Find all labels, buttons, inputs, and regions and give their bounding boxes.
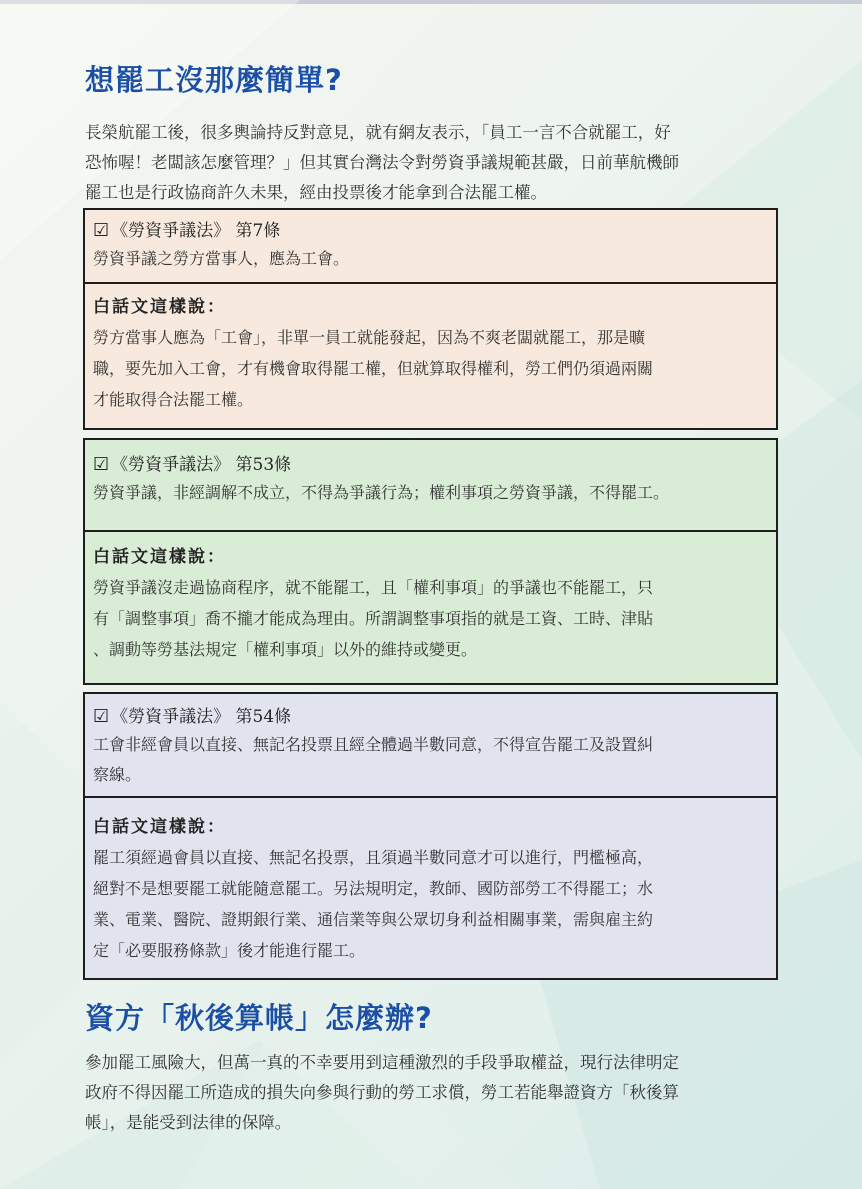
intro-line: 恐怖喔！老闆該怎麼管理？」但其實台灣法令對勞資爭議規範甚嚴，日前華航機師 <box>85 153 679 172</box>
explain-line: 定「必要服務條款」後才能進行罷工。 <box>93 941 366 960</box>
explain-title: 白話文這樣說： <box>93 547 226 567</box>
law-title-text: 《勞資爭議法》 第7條 <box>111 221 281 241</box>
law-title-text: 《勞資爭議法》 第54條 <box>111 707 292 727</box>
law-text <box>93 478 768 508</box>
law-box-article-54 <box>83 692 778 980</box>
law-section <box>85 210 776 284</box>
explain-line: 勞方當事人應為「工會」，非單一員工就能發起，因為不爽老闆就罷工，那是曠 <box>93 328 646 347</box>
intro-line: 長榮航罷工後，很多輿論持反對意見，就有網友表示，「員工一言不合就罷工，好 <box>85 123 671 142</box>
section1-intro <box>85 118 790 208</box>
law-box-article-53 <box>83 438 778 685</box>
law-title-text: 《勞資爭議法》 第53條 <box>111 455 292 475</box>
law-title <box>93 452 768 478</box>
law-text <box>93 244 768 274</box>
explain-section <box>85 284 776 415</box>
explain-text <box>93 322 768 415</box>
law-line: 工會非經會員以直接、無記名投票且經全體過半數同意，不得宣告罷工及設置糾 <box>93 735 654 754</box>
explain-text <box>93 572 768 665</box>
law-section <box>85 694 776 798</box>
law-title <box>93 704 768 730</box>
checkbox-icon: ☑ <box>93 220 110 241</box>
explain-line: 絕對不是想要罷工就能隨意罷工。另法規明定，教師、國防部勞工不得罷工；水 <box>93 879 654 898</box>
intro-line: 罷工也是行政協商許久未果，經由投票後才能拿到合法罷工權。 <box>85 183 547 202</box>
body-line: 參加罷工風險大，但萬一真的不幸要用到這種激烈的手段爭取權益，現行法律明定 <box>85 1053 679 1072</box>
law-section <box>85 440 776 532</box>
body-line: 政府不得因罷工所造成的損失向參與行動的勞工求償，勞工若能舉證資方「秋後算 <box>85 1083 679 1102</box>
explain-text <box>93 842 768 966</box>
explain-line: 才能取得合法罷工權。 <box>93 390 254 409</box>
law-text <box>93 730 768 790</box>
section1-heading: 想罷工沒那麼簡單? <box>85 63 343 97</box>
section2-heading: 資方「秋後算帳」怎麼辦? <box>85 1001 433 1035</box>
explain-section <box>85 798 776 966</box>
section2-body <box>85 1048 790 1138</box>
law-line: 勞資爭議，非經調解不成立，不得為爭議行為；權利事項之勞資爭議，不得罷工。 <box>93 483 670 502</box>
explain-line: 、調動等勞基法規定「權利事項」以外的維持或變更。 <box>93 640 478 659</box>
explain-section <box>85 532 776 665</box>
explain-line: 罷工須經過會員以直接、無記名投票，且須過半數同意才可以進行，門檻極高， <box>93 848 654 867</box>
explain-line: 職，要先加入工會，才有機會取得罷工權，但就算取得權利，勞工們仍須過兩關 <box>93 359 654 378</box>
checkbox-icon: ☑ <box>93 454 110 475</box>
explain-title: 白話文這樣說： <box>93 817 226 837</box>
law-box-article-7 <box>83 208 778 430</box>
explain-line: 勞資爭議沒走過協商程序，就不能罷工，且「權利事項」的爭議也不能罷工，只 <box>93 578 654 597</box>
law-line: 察線。 <box>93 765 142 784</box>
explain-title: 白話文這樣說： <box>93 297 226 317</box>
law-title <box>93 218 768 244</box>
body-line: 帳」，是能受到法律的保障。 <box>85 1113 292 1132</box>
law-line: 勞資爭議之勞方當事人，應為工會。 <box>93 249 350 268</box>
explain-line: 有「調整事項」喬不攏才能成為理由。所謂調整事項指的就是工資、工時、津貼 <box>93 609 654 628</box>
checkbox-icon: ☑ <box>93 706 110 727</box>
explain-line: 業、電業、醫院、證期銀行業、通信業等與公眾切身利益相關事業，需與雇主約 <box>93 910 654 929</box>
